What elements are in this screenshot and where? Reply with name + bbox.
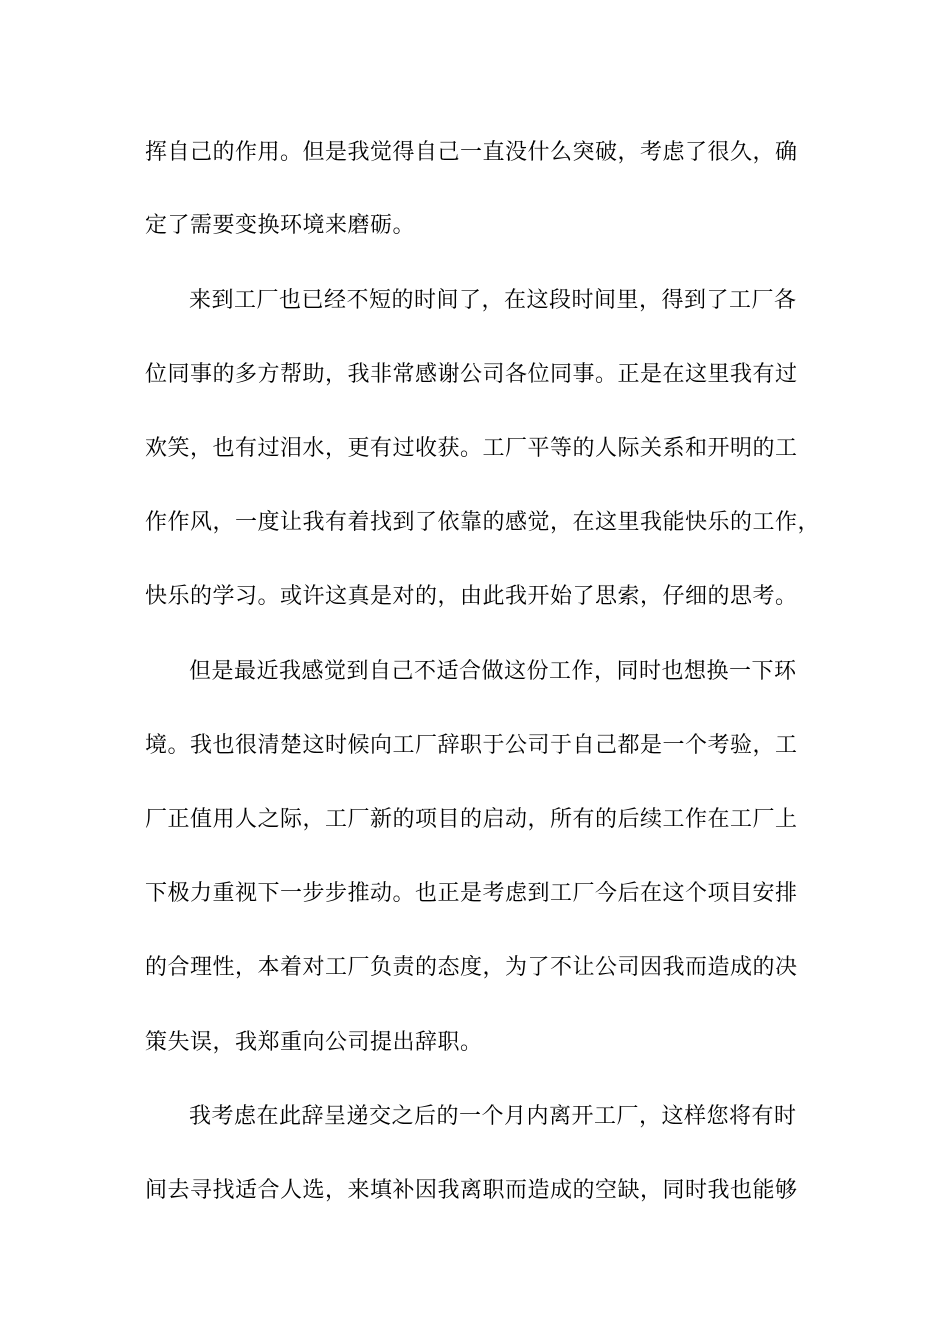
text-line-12: 的合理性，本着对工厂负责的态度，为了不让公司因我而造成的决 — [145, 955, 798, 980]
text-line-1: 挥自己的作用。但是我觉得自己一直没什么突破，考虑了很久，确 — [145, 140, 798, 165]
text-line-9: 境。我也很清楚这时候向工厂辞职于公司于自己都是一个考验，工 — [145, 733, 798, 758]
text-line-10: 厂正值用人之际，工厂新的项目的启动，所有的后续工作在工厂上 — [145, 807, 798, 832]
text-line-8: 但是最近我感觉到自己不适合做这份工作，同时也想换一下环 — [189, 659, 797, 684]
text-line-3: 来到工厂也已经不短的时间了，在这段时间里，得到了工厂各 — [189, 288, 797, 313]
text-line-4: 位同事的多方帮助，我非常感谢公司各位同事。正是在这里我有过 — [145, 362, 798, 387]
text-line-7: 快乐的学习。或许这真是对的，由此我开始了思索，仔细的思考。 — [145, 584, 798, 609]
text-line-13: 策失误，我郑重向公司提出辞职。 — [145, 1030, 483, 1055]
text-line-11: 下极力重视下一步步推动。也正是考虑到工厂今后在这个项目安排 — [145, 881, 798, 906]
text-line-6: 作作风，一度让我有着找到了依靠的感觉，在这里我能快乐的工作， — [145, 510, 821, 535]
text-line-5: 欢笑，也有过泪水，更有过收获。工厂平等的人际关系和开明的工 — [145, 436, 798, 461]
text-line-14: 我考虑在此辞呈递交之后的一个月内离开工厂，这样您将有时 — [189, 1104, 797, 1129]
text-line-15: 间去寻找适合人选，来填补因我离职而造成的空缺，同时我也能够 — [145, 1178, 798, 1203]
text-line-2: 定了需要变换环境来磨砺。 — [145, 213, 416, 238]
